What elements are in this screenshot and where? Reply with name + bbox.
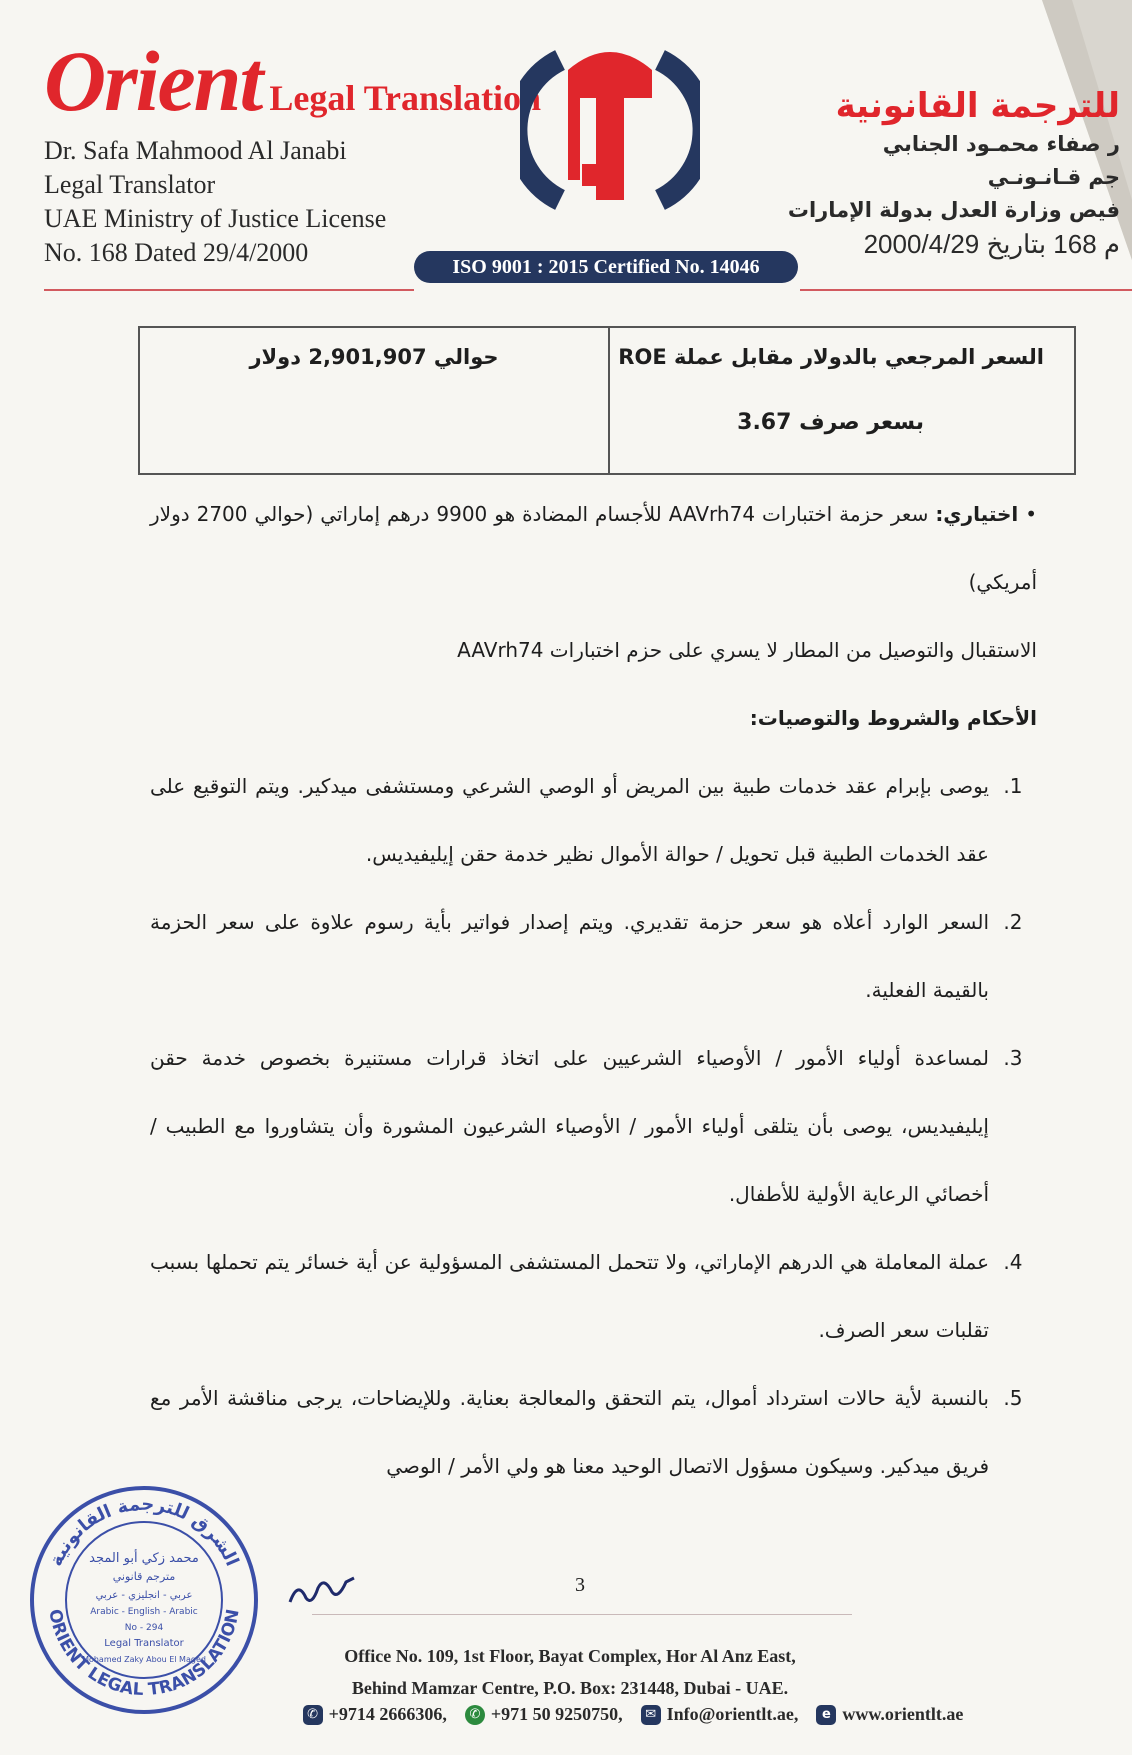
address-line-1: Office No. 109, 1st Floor, Bayat Complex, Hor Al Anz East, xyxy=(344,1646,796,1666)
footer-rule xyxy=(312,1614,852,1615)
roe-value-cell xyxy=(140,328,608,473)
signature xyxy=(284,1570,364,1610)
whatsapp-number: +971 50 9250750, xyxy=(490,1704,623,1724)
terms-heading: الأحكام والشروط والتوصيات: xyxy=(749,706,1037,730)
roe-value: حوالي 2,901,907 دولار xyxy=(249,345,499,369)
roe-table xyxy=(138,326,1076,475)
list-item: 4. عملة المعاملة هي الدرهم الإماراتي، ولا تتحمل المستشفى المسؤولية عن أية خسائر يتم تحملها بسبب تقلبات سعر الصرف. xyxy=(150,1228,997,1364)
stamp-role-arabic: مترجم قانوني xyxy=(112,1570,176,1583)
email-icon: ✉ xyxy=(641,1705,661,1725)
header-arabic-block xyxy=(680,84,1120,261)
stamp-outer-arabic: الشرق للترجمة القانونية xyxy=(45,1493,243,1570)
official-stamp xyxy=(24,1480,264,1720)
address-line-2: Behind Mamzar Centre, P.O. Box: 231448, Dubai - UAE. xyxy=(351,1678,789,1698)
iso-badge: ISO 9001 : 2015 Certified No. 14046 xyxy=(414,251,798,283)
roe-rate: بسعر صرف 3.67 xyxy=(737,410,924,435)
translator-title: Legal Translator xyxy=(44,170,216,199)
header-english-block xyxy=(44,33,542,270)
translator-name: Dr. Safa Mahmood Al Janabi xyxy=(44,136,347,165)
stamp-langs-arabic: عربي - انجليزي - عربي xyxy=(95,1590,193,1601)
roe-label-cell xyxy=(608,328,1074,473)
airport-note: الاستقبال والتوصيل من المطار لا يسري على حزم اختبارات AAVrh74 xyxy=(457,638,1037,662)
stamp-number: No - 294 xyxy=(124,1623,164,1633)
brand-arabic: للترجمة القانونية xyxy=(835,86,1120,126)
footer-contacts xyxy=(218,1704,1048,1725)
license-number: No. 168 Dated 29/4/2000 xyxy=(44,238,309,267)
footer-address xyxy=(300,1640,840,1704)
lt-logo-icon xyxy=(520,40,700,220)
translator-name-arabic: ر صفاء محمـود الجنابي xyxy=(882,132,1120,156)
page-number: 3 xyxy=(575,1574,585,1596)
phone-number: +9714 2666306, xyxy=(328,1704,447,1724)
roe-label: السعر المرجعي بالدولار مقابل عملة ROE xyxy=(618,345,1044,369)
brand-name xyxy=(44,33,542,129)
web-icon: e xyxy=(816,1705,836,1725)
document-body xyxy=(150,480,1037,1500)
email-address: Info@orientlt.ae, xyxy=(666,1704,799,1724)
brand-orient: Orient xyxy=(44,33,262,129)
list-item: 5. بالنسبة لأية حالات استرداد أموال، يتم التحقق والمعالجة بعناية. وللإيضاحات، يرجى مناقشة الأمر مع فريق ميدكير. وسيكون مسؤول الاتصال الوحيد معنا هو ولي الأمر / الوصي xyxy=(150,1364,997,1500)
header-rule-right xyxy=(800,289,1132,291)
website-url: www.orientlt.ae xyxy=(842,1704,964,1724)
phone-icon: ✆ xyxy=(303,1705,323,1725)
terms-list xyxy=(150,752,1037,1500)
license-date-arabic: م 168 بتاريخ 2000/4/29 xyxy=(863,229,1120,259)
stamp-outer-english: ORIENT LEGAL TRANSLATION xyxy=(44,1607,244,1701)
license-line-arabic: فيص وزارة العدل بدولة الإمارات xyxy=(787,198,1120,222)
optional-paragraph: • اختياري: سعر حزمة اختبارات AAVrh74 للأجسام المضادة هو 9900 درهم إماراتي (حوالي 2700 دولار أمريكي) xyxy=(150,502,1038,594)
brand-subtitle: Legal Translation xyxy=(269,78,542,118)
stamp-langs-english: Arabic - English - Arabic xyxy=(90,1607,198,1617)
optional-text: سعر حزمة اختبارات AAVrh74 للأجسام المضادة هو 9900 درهم إماراتي (حوالي 2700 دولار أمريكي) xyxy=(150,502,1037,594)
list-item: 2. السعر الوارد أعلاه هو سعر حزمة تقديري. ويتم إصدار فواتير بأية رسوم علاوة على سعر الحزمة بالقيمة الفعلية. xyxy=(150,888,997,1024)
list-item: 3. لمساعدة أولياء الأمور / الأوصياء الشرعيين على اتخاذ قرارات مستنيرة بخصوص خدمة حقن إيليفيديس، يوصى بأن يتلقى أولياء الأمور / الأوصياء الشرعيون المشورة وأن يتشاوروا مع الطبيب / أخصائي الرعاية الأولية للأطفال. xyxy=(150,1024,997,1228)
stamp-name-arabic: محمد زكي أبو المجد xyxy=(89,1551,199,1566)
stamp-name-english: Mohamed Zaky Abou El Maged xyxy=(82,1655,206,1664)
stamp-role-english: Legal Translator xyxy=(104,1638,184,1649)
whatsapp-icon: ✆ xyxy=(465,1705,485,1725)
optional-label: اختياري: xyxy=(935,502,1019,526)
license-line: UAE Ministry of Justice License xyxy=(44,204,387,233)
header-rule-left xyxy=(44,289,414,291)
list-item: 1. يوصى بإبرام عقد خدمات طبية بين المريض أو الوصي الشرعي ومستشفى ميدكير. ويتم التوقيع على عقد الخدمات الطبية قبل تحويل / حوالة الأموال نظير خدمة حقن إيليفيديس. xyxy=(150,752,997,888)
translator-title-arabic: جم قـانـونـي xyxy=(987,165,1120,189)
